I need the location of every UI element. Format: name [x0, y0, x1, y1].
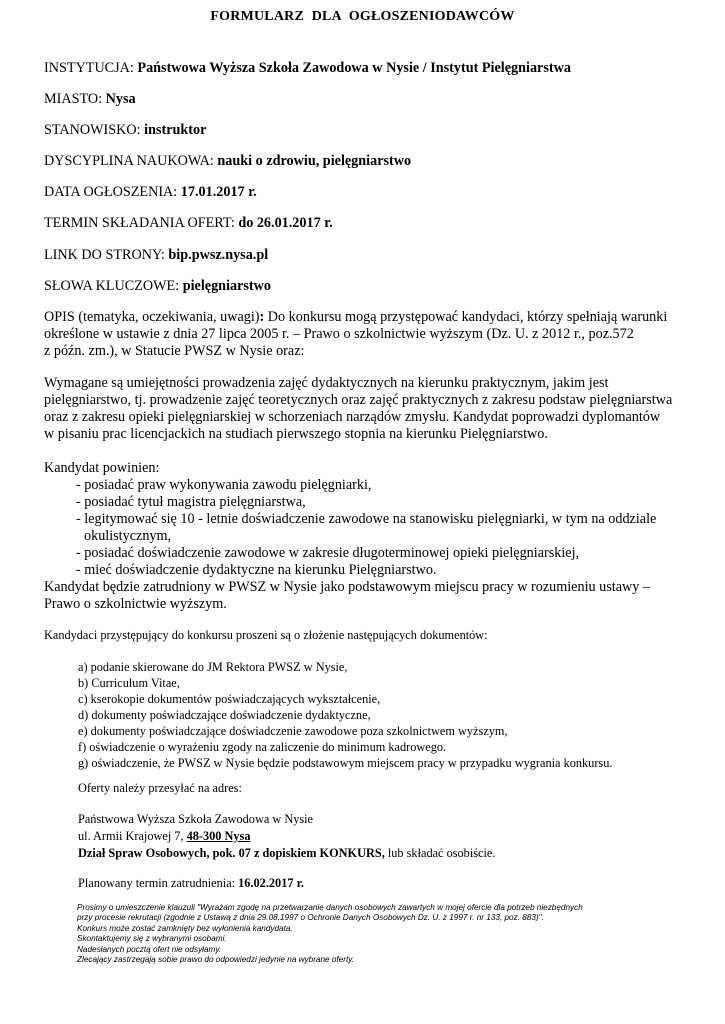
documents-list	[78, 659, 612, 771]
footnote-line: Zlecający zastrzegają sobie prawo do odpowiedzi jedynie na wybrane oferty.	[77, 955, 355, 965]
keywords-value: pielęgniarstwo	[182, 278, 271, 294]
list-item: d) dokumenty poświadczające doświadczenie dydaktyczne,	[78, 708, 371, 722]
deadline-value: do 26.01.2017 r.	[238, 215, 333, 231]
employment-line: Prawo o szkolnictwie wyższym.	[44, 596, 227, 612]
address-department: Dział Spraw Osobowych, pok. 07 z dopiskiem KONKURS,	[78, 846, 385, 860]
requirements-block	[44, 375, 672, 443]
city-label: MIASTO:	[44, 91, 106, 107]
footnote-line: przy procesie rekrutacji (zgodnie z Ustawą z dnia 29.08.1997 o Ochronie Danych Osobowych Dz. U. z 1997 r. nr 133, poz. 883)".	[77, 913, 544, 923]
deadline-field	[44, 215, 333, 232]
requirements-line: Wymagane są umiejętności prowadzenia zajęć dydaktycznych na kierunku praktycznym, jakim jest	[44, 375, 609, 391]
requirements-line: pielęgniarstwo, tj. prowadzenie zajęć teoretycznych oraz zajęć praktycznych z zakresu podstaw pielęgniarstwa	[44, 392, 673, 408]
address-postal-city: 48-300 Nysa	[186, 829, 251, 843]
link-field	[44, 247, 268, 264]
institution-value: Państwowa Wyższa Szkoła Zawodowa w Nysie / Instytut Pielęgniarstwa	[137, 60, 571, 76]
form-title: FORMULARZ DLA OGŁOSZENIODAWCÓW	[210, 9, 515, 24]
city-value: Nysa	[105, 91, 136, 107]
description-label: OPIS	[44, 309, 79, 325]
link-label: LINK DO STRONY:	[44, 247, 169, 263]
position-field	[44, 122, 206, 139]
address-delivery-note: lub składać osobiście.	[384, 846, 496, 860]
list-item: e) dokumenty poświadczające doświadczenie zawodowe poza szkolnictwem wyższym,	[78, 724, 508, 738]
footnote-line: Konkurs może zostać zamknięty bez wyłonienia kandydata.	[77, 923, 293, 933]
employment-line: Kandydat będzie zatrudniony w PWSZ w Nysie jako podstawowym miejscu pracy w rozumieniu ustawy –	[44, 579, 650, 595]
discipline-value: nauki o zdrowiu, pielęgniarstwo	[217, 153, 412, 169]
discipline-label: DYSCYPLINA NAUKOWA:	[44, 153, 218, 169]
date-label: DATA OGŁOSZENIA:	[44, 184, 181, 200]
position-value: instruktor	[144, 122, 207, 138]
address-block	[78, 811, 495, 862]
position-label: STANOWISKO:	[44, 122, 145, 138]
keywords-field	[44, 278, 271, 295]
link-value: bip.pwsz.nysa.pl	[168, 247, 269, 263]
deadline-label: TERMIN SKŁADANIA OFERT:	[44, 215, 239, 231]
list-item: c) kserokopie dokumentów poświadczających wykształcenie,	[78, 692, 381, 706]
list-item: a) podanie skierowane do JM Rektora PWSZ w Nysie,	[78, 660, 348, 674]
address-intro: Oferty należy przesyłać na adres:	[78, 781, 242, 795]
planned-value: 16.02.2017 r.	[238, 876, 304, 890]
footnote-line: Prosimy o umieszczenie klauzuli "Wyrażam zgodę na przetwarzanie danych osobowych zawartych w mojej ofercie dla potrzeb niezbędnych	[77, 903, 583, 912]
address-street: ul. Armii Krajowej 7,	[78, 829, 187, 843]
description-block	[44, 309, 667, 360]
list-item: - posiadać praw wykonywania zawodu pielęgniarki,	[76, 477, 372, 493]
list-item: - posiadać doświadczenie zawodowe w zakresie długoterminowej opieki pielęgniarskiej,	[76, 545, 580, 561]
list-item: - mieć doświadczenie dydaktyczne na kierunku Pielęgniarstwo.	[76, 562, 437, 578]
planned-employment	[78, 875, 304, 892]
description-line: z późn. zm.), w Statucie PWSZ w Nysie oraz:	[44, 343, 305, 359]
institution-field	[44, 60, 571, 77]
list-item: - posiadać tytuł magistra pielęgniarstwa,	[76, 494, 306, 510]
documents-intro: Kandydaci przystępujący do konkursu proszeni są o złożenie następujących dokumentów:	[44, 628, 488, 642]
requirements-line: w pisaniu prac licencjackich na studiach pierwszego stopnia na kierunku Pielęgniarstwo.	[44, 426, 548, 442]
list-item: f) oświadczenie o wyrażeniu zgody na zaliczenie do minimum kadrowego.	[78, 740, 447, 754]
address-line: Państwowa Wyższa Szkoła Zawodowa w Nysie	[78, 812, 314, 826]
list-item: g) oświadczenie, że PWSZ w Nysie będzie podstawowym miejscem pracy w przypadku wygrania konkursu.	[78, 756, 613, 770]
footnote-line: Skontaktujemy się z wybranymi osobami.	[77, 934, 227, 944]
date-value: 17.01.2017 r.	[180, 184, 257, 200]
requirements-line: oraz z zakresu opieki pielęgniarskiej w schorzeniach narządów zmysłu. Kandydat poprowadzi dyplomantów	[44, 409, 661, 425]
description-label-paren: (tematyka, oczekiwania, uwagi)	[78, 309, 260, 325]
candidate-requirements-list	[76, 477, 656, 579]
candidate-heading: Kandydat powinien:	[44, 460, 160, 476]
footnote-line: Nadesłanych pocztą ofert nie odsyłamy.	[77, 944, 222, 954]
list-item: - legitymować się 10 - letnie doświadczenie zawodowe na stanowisku pielęgniarki, w tym na oddziale	[76, 511, 657, 527]
description-line: określone w ustawie z dnia 27 lipca 2005 r. – Prawo o szkolnictwie wyższym (Dz. U. z 2012 r., poz.572	[44, 326, 634, 342]
employment-note	[44, 579, 650, 613]
planned-label: Planowany termin zatrudnienia:	[78, 876, 239, 890]
description-line: Do konkursu mogą przystępować kandydaci, którzy spełniają warunki	[264, 309, 668, 325]
discipline-field	[44, 153, 411, 170]
keywords-label: SŁOWA KLUCZOWE:	[44, 278, 183, 294]
list-item: b) Curriculum Vitae,	[78, 676, 180, 690]
list-item: okulistycznym,	[84, 528, 172, 544]
institution-label: INSTYTUCJA:	[44, 60, 138, 76]
footnotes	[77, 903, 583, 965]
description-colon: :	[259, 309, 265, 325]
date-field	[44, 184, 257, 201]
city-field	[44, 91, 136, 108]
